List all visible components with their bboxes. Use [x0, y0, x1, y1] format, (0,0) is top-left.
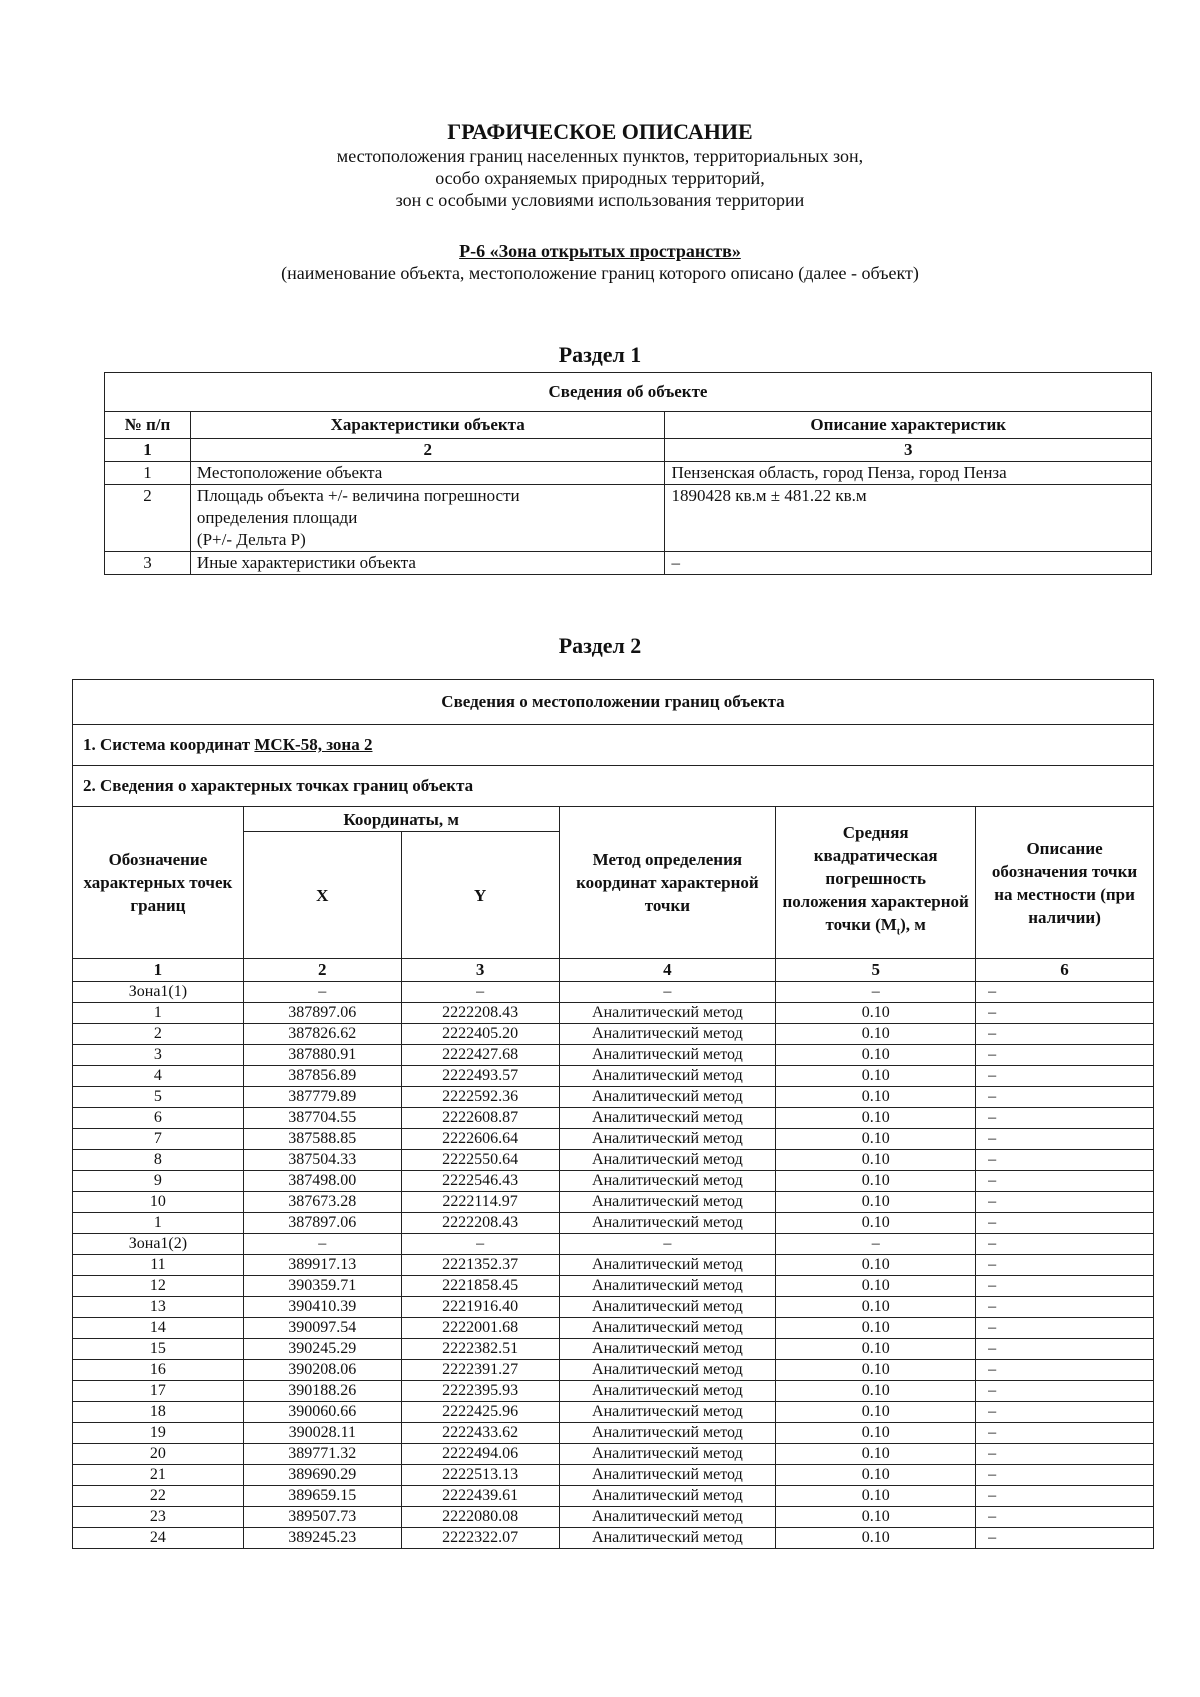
- coord-y: 2221916.40: [401, 1297, 559, 1318]
- point-id: 7: [73, 1129, 244, 1150]
- coord-x: 390410.39: [243, 1297, 401, 1318]
- method: Аналитический метод: [559, 1444, 776, 1465]
- point-id: 5: [73, 1087, 244, 1108]
- coord-y: 2222494.06: [401, 1444, 559, 1465]
- table-row: [73, 1297, 1154, 1318]
- method: Аналитический метод: [559, 1381, 776, 1402]
- column-header-characteristic: Характеристики объекта: [190, 412, 665, 439]
- table-row: [73, 1486, 1154, 1507]
- coord-x: 390028.11: [243, 1423, 401, 1444]
- section2-title: Раздел 2: [558, 633, 642, 658]
- coord-y: 2222395.93: [401, 1381, 559, 1402]
- coord-y: 2222425.96: [401, 1402, 559, 1423]
- point-id: 12: [73, 1276, 244, 1297]
- column-number: 4: [559, 959, 776, 982]
- coord-y: 2222550.64: [401, 1150, 559, 1171]
- method: Аналитический метод: [559, 1423, 776, 1444]
- title-block: [0, 119, 1200, 211]
- method: Аналитический метод: [559, 1465, 776, 1486]
- point-description: –: [976, 1003, 1154, 1024]
- coord-x: 389507.73: [243, 1507, 401, 1528]
- points-caption: 2. Сведения о характерных точках границ объекта: [73, 766, 1154, 807]
- column-number: 2: [190, 439, 665, 462]
- coord-x: 387880.91: [243, 1045, 401, 1066]
- coord-x: 390060.66: [243, 1402, 401, 1423]
- point-description: –: [976, 1045, 1154, 1066]
- point-id: 1: [73, 1003, 244, 1024]
- method: Аналитический метод: [559, 1087, 776, 1108]
- coord-y: 2222114.97: [401, 1192, 559, 1213]
- method: –: [559, 982, 776, 1003]
- coord-y: 2222322.07: [401, 1528, 559, 1549]
- column-header-description: Описание характеристик: [665, 412, 1152, 439]
- coord-y: 2222493.57: [401, 1066, 559, 1087]
- method: Аналитический метод: [559, 1066, 776, 1087]
- point-description: –: [976, 1318, 1154, 1339]
- point-description: –: [976, 1129, 1154, 1150]
- table-row: [73, 1234, 1154, 1255]
- coord-y: 2222546.43: [401, 1171, 559, 1192]
- coord-y: 2222513.13: [401, 1465, 559, 1486]
- coord-y: 2222433.62: [401, 1423, 559, 1444]
- characteristic-name-line: Площадь объекта +/- величина погрешности: [196, 486, 520, 505]
- point-description: –: [976, 1297, 1154, 1318]
- point-description: –: [976, 1360, 1154, 1381]
- point-id: 9: [73, 1171, 244, 1192]
- coord-x: 389917.13: [243, 1255, 401, 1276]
- column-number: 6: [976, 959, 1154, 982]
- method: –: [559, 1234, 776, 1255]
- table-row: [105, 462, 1152, 485]
- table-row: [73, 1150, 1154, 1171]
- table-row: [73, 1045, 1154, 1066]
- column-number: 5: [776, 959, 976, 982]
- method: Аналитический метод: [559, 1213, 776, 1234]
- characteristic-name: Иные характеристики объекта: [190, 552, 665, 575]
- object-name-block: [0, 240, 1200, 284]
- mean-error: 0.10: [776, 1255, 976, 1276]
- row-number: 2: [105, 485, 191, 552]
- mean-error: 0.10: [776, 1507, 976, 1528]
- point-id: 21: [73, 1465, 244, 1486]
- coordinate-system-row: [73, 725, 1154, 766]
- point-description: –: [976, 1171, 1154, 1192]
- mean-error: 0.10: [776, 1024, 976, 1045]
- coord-y: 2222439.61: [401, 1486, 559, 1507]
- mean-error: 0.10: [776, 1318, 976, 1339]
- coord-x: 387897.06: [243, 1213, 401, 1234]
- table-row: [73, 1003, 1154, 1024]
- point-description: –: [976, 1108, 1154, 1129]
- coord-x: –: [243, 982, 401, 1003]
- mean-error: 0.10: [776, 1360, 976, 1381]
- table-row: [73, 1171, 1154, 1192]
- point-description: –: [976, 1444, 1154, 1465]
- column-header-coords: Координаты, м: [243, 807, 559, 832]
- column-header-description: Описание обозначения точки на местности (при наличии): [976, 807, 1154, 959]
- point-id: 1: [73, 1213, 244, 1234]
- table-row: [73, 1318, 1154, 1339]
- row-number: 3: [105, 552, 191, 575]
- mean-error: 0.10: [776, 1213, 976, 1234]
- coord-y: 2221352.37: [401, 1255, 559, 1276]
- characteristic-value: –: [665, 552, 1152, 575]
- point-id: 8: [73, 1150, 244, 1171]
- point-id: 20: [73, 1444, 244, 1465]
- point-id: 16: [73, 1360, 244, 1381]
- object-info-caption: Сведения об объекте: [105, 373, 1152, 412]
- point-id: 10: [73, 1192, 244, 1213]
- point-description: –: [976, 1276, 1154, 1297]
- column-number: 2: [243, 959, 401, 982]
- method: Аналитический метод: [559, 1360, 776, 1381]
- mean-error: 0.10: [776, 1129, 976, 1150]
- coord-y: 2222427.68: [401, 1045, 559, 1066]
- table-row: [73, 1024, 1154, 1045]
- table-row: [73, 1066, 1154, 1087]
- coord-x: 387826.62: [243, 1024, 401, 1045]
- method: Аналитический метод: [559, 1129, 776, 1150]
- point-id: 23: [73, 1507, 244, 1528]
- point-id: 14: [73, 1318, 244, 1339]
- coord-x: 387779.89: [243, 1087, 401, 1108]
- method: Аналитический метод: [559, 1003, 776, 1024]
- point-description: –: [976, 1423, 1154, 1444]
- coord-y: 2222382.51: [401, 1339, 559, 1360]
- method: Аналитический метод: [559, 1108, 776, 1129]
- column-header-error: Средняя квадратическая погрешность положения характерной точки $(M_t)$, м: [776, 807, 976, 959]
- table-row: [73, 1444, 1154, 1465]
- mean-error: 0.10: [776, 1087, 976, 1108]
- coord-x: 389690.29: [243, 1465, 401, 1486]
- points-body: [73, 982, 1154, 1549]
- table-row: [73, 1402, 1154, 1423]
- point-description: –: [976, 1150, 1154, 1171]
- mean-error: 0.10: [776, 1066, 976, 1087]
- section1-title: Раздел 1: [558, 342, 642, 367]
- table-row: [73, 1087, 1154, 1108]
- coord-y: –: [401, 1234, 559, 1255]
- point-description: –: [976, 1255, 1154, 1276]
- method: Аналитический метод: [559, 1528, 776, 1549]
- point-description: –: [976, 1507, 1154, 1528]
- coord-y: 2222208.43: [401, 1003, 559, 1024]
- coord-x: 389659.15: [243, 1486, 401, 1507]
- mean-error: –: [776, 1234, 976, 1255]
- coord-x: 390208.06: [243, 1360, 401, 1381]
- coord-y: 2222080.08: [401, 1507, 559, 1528]
- mean-error: 0.10: [776, 1297, 976, 1318]
- object-name-caption: (наименование объекта, местоположение границ которого описано (далее - объект): [281, 263, 919, 283]
- point-description: –: [976, 1486, 1154, 1507]
- coord-x: 389771.32: [243, 1444, 401, 1465]
- method: Аналитический метод: [559, 1171, 776, 1192]
- characteristic-value: 1890428 кв.м ± 481.22 кв.м: [665, 485, 1152, 552]
- column-number: 3: [665, 439, 1152, 462]
- characteristic-name-line: определения площади: [196, 508, 358, 527]
- coord-x: 387856.89: [243, 1066, 401, 1087]
- point-id: 6: [73, 1108, 244, 1129]
- coord-x: 387588.85: [243, 1129, 401, 1150]
- document-title: ГРАФИЧЕСКОЕ ОПИСАНИЕ: [447, 119, 753, 144]
- mean-error: 0.10: [776, 1003, 976, 1024]
- point-id: 22: [73, 1486, 244, 1507]
- method: Аналитический метод: [559, 1507, 776, 1528]
- point-id: Зона1(1): [73, 982, 244, 1003]
- table-row: [73, 1339, 1154, 1360]
- object-info-table: [104, 372, 1152, 575]
- point-description: –: [976, 1339, 1154, 1360]
- coord-x: 390097.54: [243, 1318, 401, 1339]
- table-row: [73, 982, 1154, 1003]
- table-row: [73, 1507, 1154, 1528]
- coord-x: 387897.06: [243, 1003, 401, 1024]
- subtitle-line-1: местоположения границ населенных пунктов, территориальных зон,: [336, 146, 864, 166]
- boundary-points-table: [72, 679, 1154, 1549]
- mean-error: 0.10: [776, 1192, 976, 1213]
- point-id: 3: [73, 1045, 244, 1066]
- coord-x: 387504.33: [243, 1150, 401, 1171]
- mean-error: 0.10: [776, 1045, 976, 1066]
- method: Аналитический метод: [559, 1318, 776, 1339]
- point-id: 19: [73, 1423, 244, 1444]
- coordinate-system-label: 1. Система координат: [83, 735, 255, 754]
- mean-error: 0.10: [776, 1276, 976, 1297]
- method: Аналитический метод: [559, 1402, 776, 1423]
- mean-error: 0.10: [776, 1381, 976, 1402]
- coord-y: 2222405.20: [401, 1024, 559, 1045]
- point-id: 13: [73, 1297, 244, 1318]
- coord-x: 387498.00: [243, 1171, 401, 1192]
- point-id: 4: [73, 1066, 244, 1087]
- coord-y: 2222592.36: [401, 1087, 559, 1108]
- table-row: [73, 1465, 1154, 1486]
- point-description: –: [976, 1192, 1154, 1213]
- coordinate-system-value: МСК-58, зона 2: [254, 735, 373, 754]
- mean-error: 0.10: [776, 1339, 976, 1360]
- method: Аналитический метод: [559, 1024, 776, 1045]
- characteristic-name-line: (P+/- Дельта P): [196, 530, 306, 549]
- table-row: [105, 485, 1152, 552]
- method: Аналитический метод: [559, 1339, 776, 1360]
- column-header-y: Y: [401, 832, 559, 959]
- column-header-x: X: [243, 832, 401, 959]
- mean-error: 0.10: [776, 1528, 976, 1549]
- point-id: 17: [73, 1381, 244, 1402]
- point-description: –: [976, 1087, 1154, 1108]
- coord-y: 2221858.45: [401, 1276, 559, 1297]
- boundary-table-caption: Сведения о местоположении границ объекта: [73, 680, 1154, 725]
- characteristic-name: Местоположение объекта: [190, 462, 665, 485]
- coord-y: 2222606.64: [401, 1129, 559, 1150]
- point-id: 18: [73, 1402, 244, 1423]
- point-id: 15: [73, 1339, 244, 1360]
- table-row: [73, 1108, 1154, 1129]
- row-number: 1: [105, 462, 191, 485]
- point-description: –: [976, 1024, 1154, 1045]
- column-header-num: № п/п: [105, 412, 191, 439]
- column-number: 3: [401, 959, 559, 982]
- table-row: [73, 1381, 1154, 1402]
- point-id: 24: [73, 1528, 244, 1549]
- point-description: –: [976, 1066, 1154, 1087]
- column-number: 1: [105, 439, 191, 462]
- mean-error: 0.10: [776, 1486, 976, 1507]
- table-row: [73, 1213, 1154, 1234]
- coord-y: –: [401, 982, 559, 1003]
- mean-error: 0.10: [776, 1150, 976, 1171]
- point-id: Зона1(2): [73, 1234, 244, 1255]
- mean-error: 0.10: [776, 1108, 976, 1129]
- point-description: –: [976, 1213, 1154, 1234]
- object-name: Р-6 «Зона открытых пространств»: [459, 241, 741, 261]
- table-row: [73, 1528, 1154, 1549]
- table-row: [73, 1129, 1154, 1150]
- point-id: 2: [73, 1024, 244, 1045]
- coord-x: 390245.29: [243, 1339, 401, 1360]
- coord-x: 390359.71: [243, 1276, 401, 1297]
- table-row: [73, 1423, 1154, 1444]
- method: Аналитический метод: [559, 1255, 776, 1276]
- mean-error: 0.10: [776, 1444, 976, 1465]
- method: Аналитический метод: [559, 1045, 776, 1066]
- table-row: [73, 1360, 1154, 1381]
- point-description: –: [976, 1402, 1154, 1423]
- coord-x: 390188.26: [243, 1381, 401, 1402]
- coord-y: 2222001.68: [401, 1318, 559, 1339]
- method: Аналитический метод: [559, 1150, 776, 1171]
- coord-y: 2222608.87: [401, 1108, 559, 1129]
- point-description: –: [976, 982, 1154, 1003]
- subtitle-line-2: особо охраняемых природных территорий,: [435, 168, 765, 188]
- column-header-point: Обозначение характерных точек границ: [73, 807, 244, 959]
- coord-x: 389245.23: [243, 1528, 401, 1549]
- table-row: [73, 1192, 1154, 1213]
- table-row: [105, 552, 1152, 575]
- coord-x: –: [243, 1234, 401, 1255]
- column-number: 1: [73, 959, 244, 982]
- table-row: [73, 1276, 1154, 1297]
- mean-error: 0.10: [776, 1402, 976, 1423]
- mean-error: 0.10: [776, 1465, 976, 1486]
- table-row: [73, 1255, 1154, 1276]
- coord-x: 387704.55: [243, 1108, 401, 1129]
- subtitle-line-3: зон с особыми условиями использования территории: [395, 190, 805, 210]
- mean-error: 0.10: [776, 1171, 976, 1192]
- point-description: –: [976, 1528, 1154, 1549]
- coord-x: 387673.28: [243, 1192, 401, 1213]
- coord-y: 2222208.43: [401, 1213, 559, 1234]
- point-description: –: [976, 1381, 1154, 1402]
- method: Аналитический метод: [559, 1486, 776, 1507]
- method: Аналитический метод: [559, 1192, 776, 1213]
- point-id: 11: [73, 1255, 244, 1276]
- characteristic-value: Пензенская область, город Пенза, город Пенза: [665, 462, 1152, 485]
- coord-y: 2222391.27: [401, 1360, 559, 1381]
- point-description: –: [976, 1465, 1154, 1486]
- characteristic-name: [190, 485, 665, 552]
- point-description: –: [976, 1234, 1154, 1255]
- method: Аналитический метод: [559, 1297, 776, 1318]
- column-header-method: Метод определения координат характерной точки: [559, 807, 776, 959]
- mean-error: 0.10: [776, 1423, 976, 1444]
- method: Аналитический метод: [559, 1276, 776, 1297]
- mean-error: –: [776, 982, 976, 1003]
